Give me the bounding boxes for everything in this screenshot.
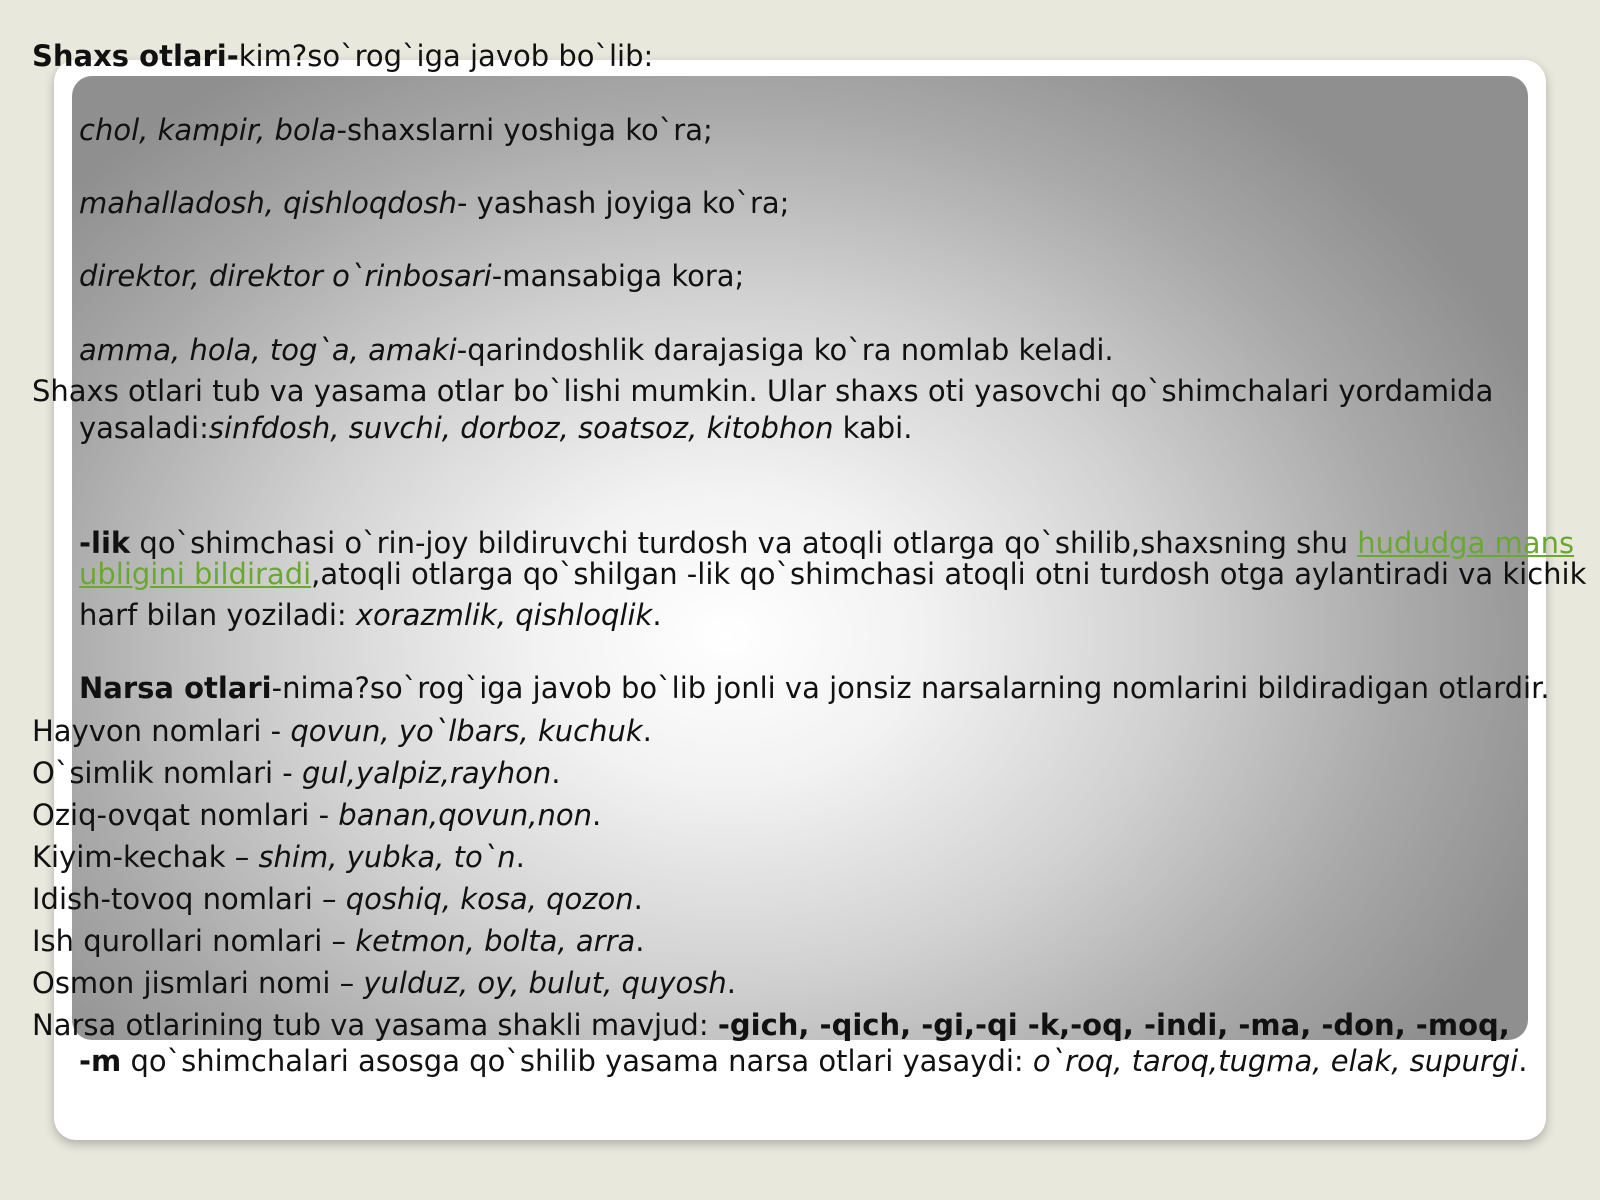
- list-item: Kiyim-kechak – shim, yubka, to`n.: [32, 840, 525, 874]
- list-item: Oziq-ovqat nomlari - banan,qovun,non.: [32, 798, 602, 832]
- paragraph-kinship: amma, hola, tog`a, amaki-qarindoshlik darajasiga ko`ra nomlab keladi.: [79, 333, 1114, 367]
- hyperlink-part1[interactable]: hududga mans: [1357, 526, 1575, 560]
- paragraph-residence: mahalladosh, qishloqdosh- yashash joyiga ko`ra;: [79, 186, 790, 220]
- paragraph-lik-line2: ubligini bildiradi,atoqli otlarga qo`shilgan -lik qo`shimchasi atoqli otni turdosh otga aylantiradi va kichik: [79, 557, 1587, 591]
- paragraph-narsa-otlari: Narsa otlari-nima?so`rog`iga javob bo`lib jonli va jonsiz narsalarning nomlarini bildiradigan otlardir.: [79, 671, 1550, 705]
- paragraph-tub-yasama-line1: Shaxs otlari tub va yasama otlar bo`lishi mumkin. Ular shaxs oti yasovchi qo`shimchalari yordamida: [32, 374, 1494, 408]
- list-item: Ish qurollari nomlari – ketmon, bolta, arra.: [32, 924, 645, 958]
- paragraph-age: chol, kampir, bola-shaxslarni yoshiga ko`ra;: [79, 113, 713, 147]
- paragraph-lik-line3: harf bilan yoziladi: xorazmlik, qishloqlik.: [79, 598, 662, 632]
- paragraph-tub-yasama-line2: yasaladi:sinfdosh, suvchi, dorboz, soatsoz, kitobhon kabi.: [79, 411, 913, 445]
- list-item: O`simlik nomlari - gul,yalpiz,rayhon.: [32, 756, 561, 790]
- paragraph-position: direktor, direktor o`rinbosari-mansabiga kora;: [79, 259, 745, 293]
- paragraph-suffixes-line2: -m qo`shimchalari asosga qo`shilib yasama narsa otlari yasaydi: o`roq, taroq,tugma, elak, supurgi.: [79, 1044, 1528, 1078]
- term-bold: Shaxs otlari-: [32, 39, 239, 73]
- list-item: Osmon jismlari nomi – yulduz, oy, bulut, quyosh.: [32, 966, 736, 1000]
- paragraph-suffixes-line1: Narsa otlarining tub va yasama shakli mavjud: -gich, -qich, -gi,-qi -k,-oq, -indi, -ma, -don, -moq,: [32, 1008, 1510, 1042]
- paragraph-shaxs-otlari: Shaxs otlari-kim?so`rog`iga javob bo`lib:: [32, 39, 654, 73]
- list-item: Idish-tovoq nomlari – qoshiq, kosa, qozon.: [32, 882, 643, 916]
- paragraph-lik-line1: -lik qo`shimchasi o`rin-joy bildiruvchi turdosh va atoqli otlarga qo`shilib,shaxsning shu hududga mans: [79, 526, 1575, 560]
- list-item: Hayvon nomlari - qovun, yo`lbars, kuchuk.: [32, 714, 652, 748]
- hyperlink-part2[interactable]: ubligini bildiradi: [79, 557, 312, 591]
